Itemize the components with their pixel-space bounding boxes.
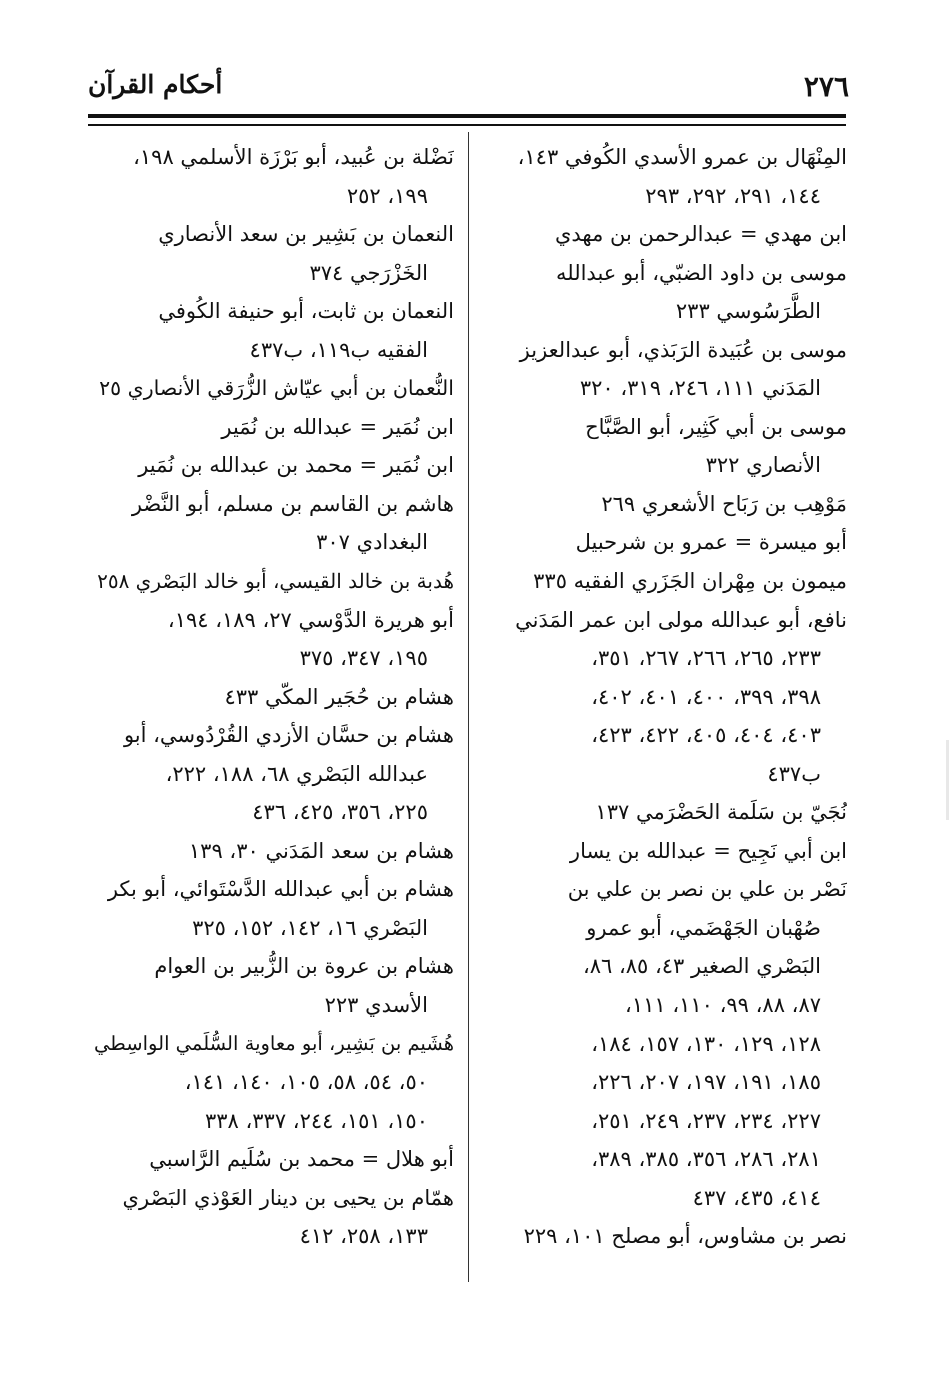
index-entry: ميمون بن مِهْران الجَزَري الفقيه ٣٣٥ — [533, 569, 847, 594]
index-entry: نَضْلة بن عُبيد، أبو بَرْزَة الأسلمي ١٩٨، — [133, 145, 454, 169]
index-entry-continuation: ١٥٠، ١٥١، ٢٤٤، ٣٣٧، ٣٣٨ — [204, 1108, 428, 1133]
index-column-right — [484, 138, 847, 1256]
index-entry: ابن نُمَير = عبدالله بن نُمَير — [221, 414, 454, 439]
index-column-left — [94, 138, 454, 1256]
index-entry: هشام بن حسَّان الأزدي القُرْدُوسي، أبو — [123, 723, 454, 748]
page-number: ٢٧٦ — [803, 70, 849, 103]
index-entry-continuation: البغدادي ٣٠٧ — [316, 530, 428, 555]
index-entry-continuation: ٣٩٨، ٣٩٩، ٤٠٠، ٤٠١، ٤٠٢، — [591, 684, 821, 709]
index-entry-continuation: صُهْبان الجَهْضَمي، أبو عمرو — [586, 915, 821, 940]
index-entry: همّام بن يحيى بن دينار العَوْذي البَصْري — [122, 1185, 454, 1210]
index-entry-continuation: ٢٨١، ٢٨٦، ٣٥٦، ٣٨٥، ٣٨٩، — [591, 1147, 821, 1172]
index-entry-continuation: ١٢٨، ١٢٩، ١٣٠، ١٥٧، ١٨٤، — [591, 1031, 821, 1056]
index-entry-continuation: الأسدي ٢٢٣ — [324, 993, 428, 1018]
index-entry: ابن مهدي = عبدالرحمن بن مهدي — [554, 222, 847, 247]
index-entry: ابن نُمَير = محمد بن عبدالله بن نُمَير — [138, 453, 454, 478]
index-entry-continuation: ٢٢٧، ٢٣٤، ٢٣٧، ٢٤٩، ٢٥١، — [591, 1108, 821, 1133]
index-entry-continuation: الخَزْرَجي ٣٧٤ — [309, 260, 428, 285]
index-entry: هُشَيم بن بَشِير، أبو معاوية السُّلَمي الواسِطي — [94, 1031, 454, 1055]
index-entry: نصر بن مشاوس، أبو مصلح ١٠١، ٢٢٩ — [523, 1224, 847, 1249]
index-entry-continuation: المَدَني ١١١، ٢٤٦، ٣١٩، ٣٢٠ — [579, 376, 821, 401]
index-entry-continuation: عبدالله البَصْري ٦٨، ١٨٨، ٢٢٢، — [165, 761, 428, 786]
index-entry-continuation: ١٤٤، ٢٩١، ٢٩٢، ٢٩٣ — [645, 183, 821, 208]
index-entry: ابن أبي نَجِيح = عبدالله بن يسار — [569, 838, 847, 863]
index-entry-continuation: ٢٣٣، ٢٦٥، ٢٦٦، ٢٦٧، ٣٥١، — [591, 646, 821, 671]
index-entry-continuation: ٤٠٣، ٤٠٤، ٤٠٥، ٤٢٢، ٤٢٣، — [591, 723, 821, 748]
index-entry: موسى بن عُبَيدة الرَبَذي، أبو عبدالعزيز — [519, 337, 847, 362]
index-entry: مَوْهِب بن رَبَاح الأشعري ٢٦٩ — [601, 491, 847, 516]
index-entry: النُّعمان بن أبي عيّاش الزُّرَقي الأنصاري ٢٥ — [99, 376, 454, 401]
book-title: أحكام القرآن — [88, 70, 223, 99]
index-entry: نافع، أبو عبدالله مولى ابن عمر المَدَني — [515, 607, 847, 632]
index-entry: نَصْر بن علي بن نصر بن علي بن — [567, 877, 847, 902]
index-entry-continuation: ١٣٣، ٢٥٨، ٤١٢ — [299, 1224, 428, 1249]
index-entry: هُدبة بن خالد القيسي، أبو خالد البَصْري ٢٥٨ — [97, 569, 454, 594]
index-entry-continuation: ب٤٣٧ — [767, 761, 821, 786]
index-entry-continuation: الفقيه ب١١٩، ب٤٣٧ — [249, 337, 428, 362]
index-entry-continuation: الأنصاري ٣٢٢ — [705, 453, 821, 478]
index-entry: موسى بن أبي كَثِير، أبو الصَّبَّاح — [585, 414, 847, 439]
index-entry: النعمان بن بَشِير بن سعد الأنصاري — [158, 222, 454, 247]
index-entry-continuation: البَصْري الصغير ٤٣، ٨٥، ٨٦، — [582, 954, 821, 979]
index-entry-continuation: ٤١٤، ٤٣٥، ٤٣٧ — [692, 1185, 821, 1210]
index-entry: هشام بن سعد المَدَني ٣٠، ١٣٩ — [188, 838, 454, 863]
index-entry: هشام بن أبي عبدالله الدَّسْتَوائي، أبو بكر — [107, 877, 454, 902]
header-rule-thick — [88, 114, 846, 118]
header-rule-thin — [88, 124, 846, 126]
index-entry-continuation: ١٩٩، ٢٥٢ — [346, 183, 428, 208]
index-entry: أبو هريرة الدَّوْسي ٢٧، ١٨٩، ١٩٤، — [167, 607, 454, 632]
index-entry: هشام بن عروة بن الزُّبير بن العوام — [154, 954, 454, 979]
index-entry-continuation: البَصْري ١٦، ١٤٢، ١٥٢، ٣٢٥ — [192, 915, 428, 940]
index-entry-continuation: ٥٠، ٥٤، ٥٨، ١٠٥، ١٤٠، ١٤١، — [184, 1070, 428, 1095]
index-entry: أبو هلال = محمد بن سُلَيم الرَّاسبي — [149, 1147, 454, 1172]
index-entry: هشام بن حُجَير المكّي ٤٣٣ — [224, 684, 454, 709]
index-entry: موسى بن داود الضبّي، أبو عبدالله — [555, 260, 847, 285]
index-entry: النعمان بن ثابت، أبو حنيفة الكُوفي — [158, 299, 454, 324]
column-divider — [468, 132, 469, 1282]
page-header — [0, 0, 949, 120]
index-entry-continuation: ٢٢٥، ٣٥٦، ٤٢٥، ٤٣٦ — [252, 800, 428, 825]
index-entry: هاشم بن القاسم بن مسلم، أبو النَّضْر — [131, 491, 454, 516]
index-entry-continuation: ١٨٥، ١٩١، ١٩٧، ٢٠٧، ٢٢٦، — [591, 1070, 821, 1095]
index-entry: أبو ميسرة = عمرو بن شرحبيل — [575, 530, 847, 555]
index-entry-continuation: الطَّرَسُوسي ٢٣٣ — [675, 299, 821, 324]
index-entry-continuation: ١٩٥، ٣٤٧، ٣٧٥ — [299, 646, 428, 671]
index-entry-continuation: ٨٧، ٨٨، ٩٩، ١١٠، ١١١، — [625, 993, 821, 1018]
index-entry: نُجَيّ بن سَلَمة الحَضْرَمي ١٣٧ — [595, 800, 847, 825]
index-entry: المِنْهَال بن عمرو الأسدي الكُوفي ١٤٣، — [517, 145, 847, 169]
